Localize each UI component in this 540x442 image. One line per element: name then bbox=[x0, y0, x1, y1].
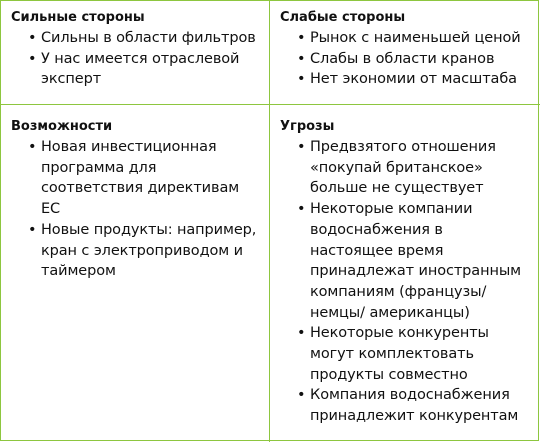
bullet-icon: • bbox=[28, 30, 37, 46]
bullet-icon: • bbox=[28, 50, 37, 67]
list-item: • Слабы в области кранов bbox=[280, 49, 530, 70]
weaknesses-cell bbox=[270, 1, 540, 105]
bullet-icon: • bbox=[28, 221, 37, 238]
opportunities-cell bbox=[1, 105, 270, 442]
bullet-icon: • bbox=[297, 201, 306, 218]
list-item: • Рынок с наименьшей ценой bbox=[280, 28, 530, 49]
strengths-list bbox=[11, 28, 259, 90]
list-item: • У нас имеется отраслевой эксперт bbox=[28, 50, 240, 88]
bullet-icon: • bbox=[297, 325, 306, 342]
threats-list bbox=[280, 137, 530, 427]
bullet-icon: • bbox=[297, 50, 306, 67]
list-item: • Сильны в области фильтров bbox=[11, 28, 259, 49]
strengths-cell bbox=[1, 1, 270, 105]
bullet-icon: • bbox=[297, 387, 306, 404]
weaknesses-title: Слабые стороны bbox=[280, 10, 406, 25]
threats-cell bbox=[270, 105, 540, 442]
list-item: • Некоторые компании водоснабжения в настоящее время принадлежат иностранным компаниям (французы/немцы/ американцы) bbox=[297, 201, 522, 321]
list-item: • Новая инвестиционная программа для соответствия директивам ЕС bbox=[28, 139, 240, 218]
opportunities-title: Возможности bbox=[11, 119, 113, 134]
list-item: • Предвзятого отношения «покупай британское» больше не существует bbox=[297, 139, 496, 197]
bullet-icon: • bbox=[28, 139, 37, 155]
weaknesses-list bbox=[280, 28, 530, 90]
bullet-icon: • bbox=[297, 71, 306, 88]
list-item: • Некоторые конкуренты могут комплектовать продукты совместно bbox=[297, 325, 489, 383]
opportunities-list bbox=[11, 137, 259, 282]
threats-title: Угрозы bbox=[280, 119, 335, 134]
bullet-icon: • bbox=[297, 30, 306, 46]
strengths-title: Сильные стороны bbox=[11, 10, 145, 25]
list-item: • Новые продукты: например, кран с электроприводом и таймером bbox=[28, 221, 257, 280]
list-item: • Компания водоснабжения принадлежит конкурентам bbox=[297, 387, 519, 425]
bullet-icon: • bbox=[297, 139, 306, 155]
list-item: • Нет экономии от масштаба bbox=[280, 69, 530, 90]
